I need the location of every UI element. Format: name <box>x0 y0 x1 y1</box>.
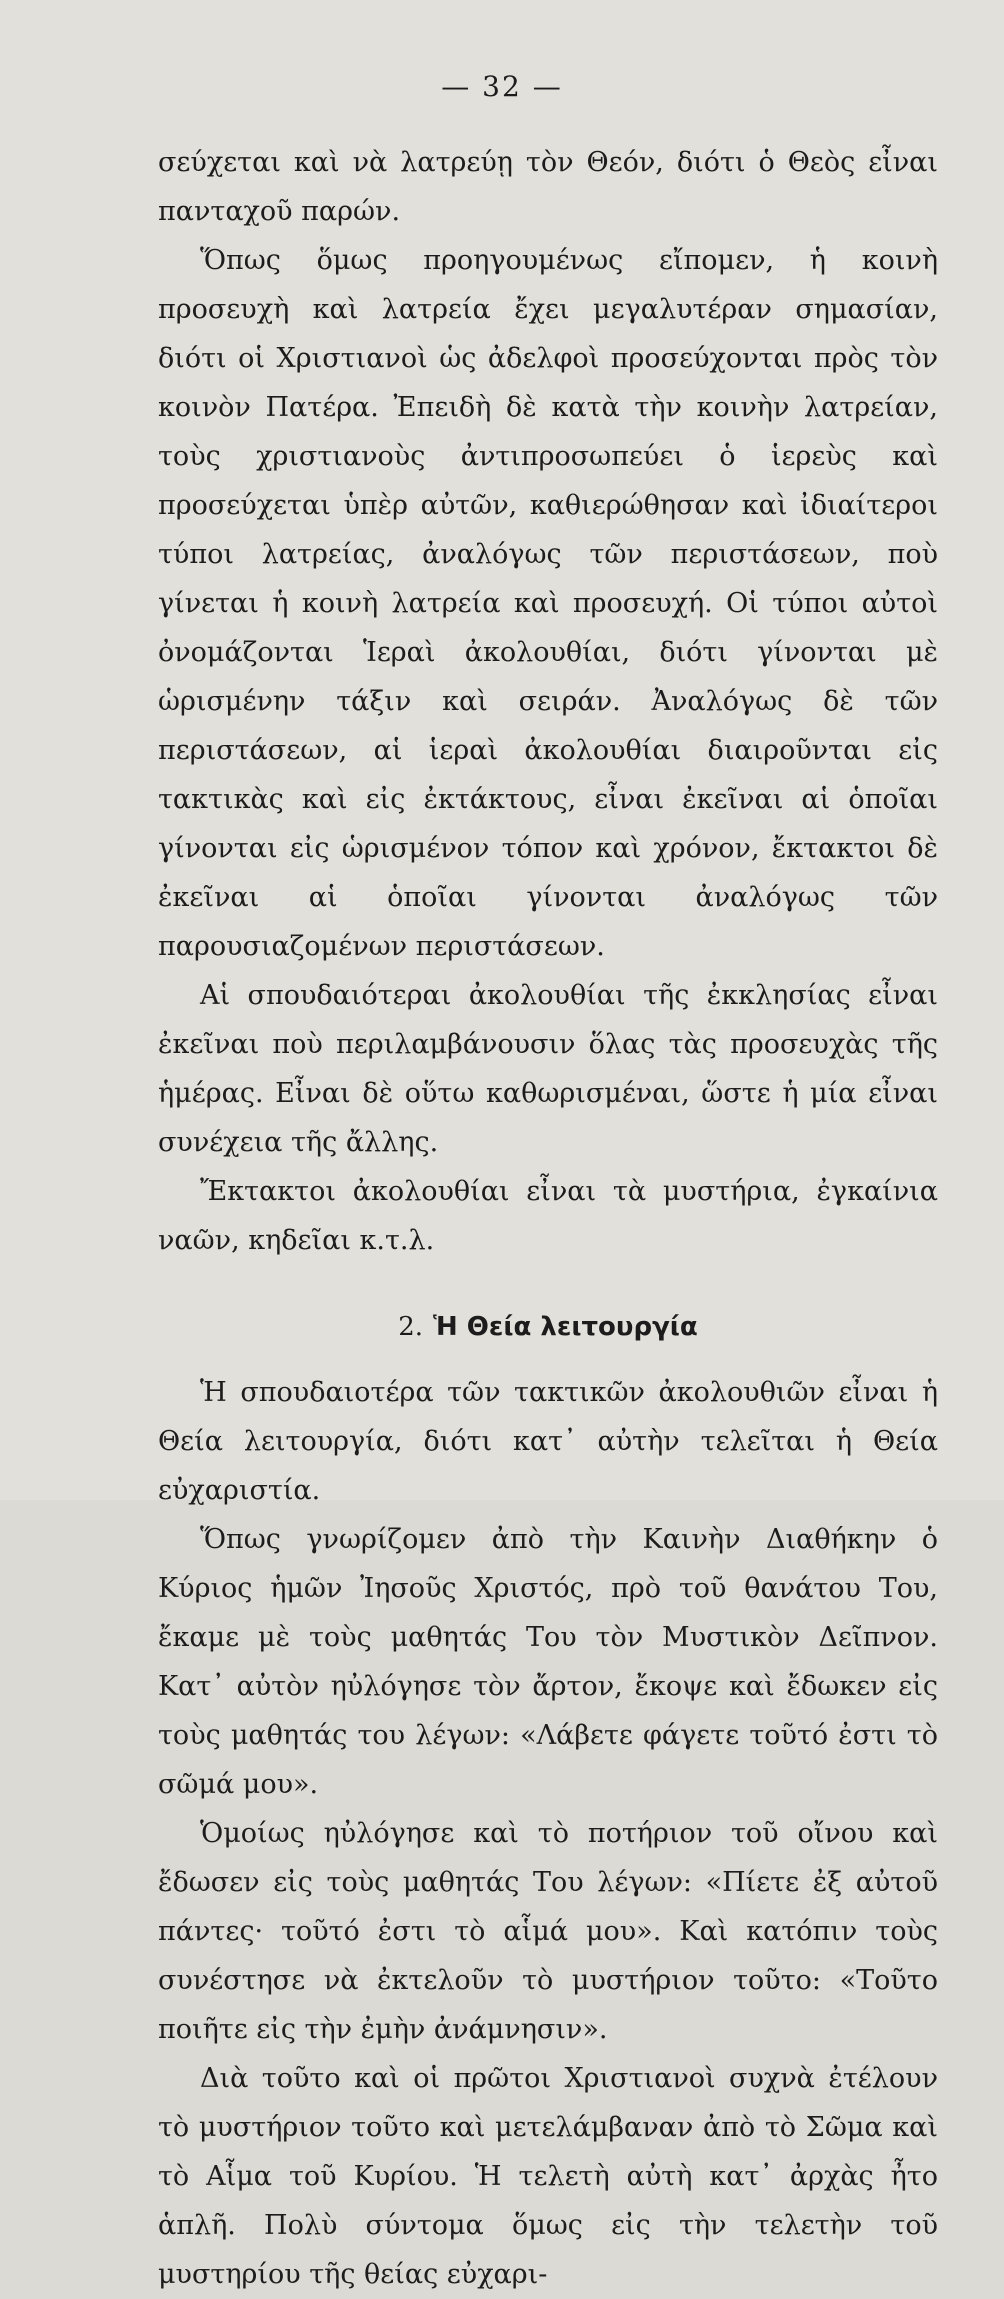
section-heading <box>158 1303 938 1352</box>
section-title: Ἡ Θεία λειτουργία <box>433 1312 698 1342</box>
page-number: — 32 — <box>441 70 563 103</box>
paragraph: Αἱ σπουδαιότεραι ἀκολουθίαι τῆς ἐκκλησίας εἶναι ἐκεῖναι ποὺ περιλαμβάνουσιν ὅλας τὰς προσευχὰς τῆς ἡμέρας. Εἶναι δὲ οὕτω καθωρισμέναι, ὥστε ἡ μία εἶναι συνέχεια τῆς ἄλλης. <box>158 980 938 1158</box>
paragraph: Ἔκτακτοι ἀκολουθίαι εἶναι τὰ μυστήρια, ἐγκαίνια ναῶν, κηδεῖαι κ.τ.λ. <box>158 1176 938 1256</box>
paragraph: σεύχεται καὶ νὰ λατρεύῃ τὸν Θεόν, διότι ὁ Θεὸς εἶναι πανταχοῦ παρών. <box>158 147 938 227</box>
paragraph: Ἡ σπουδαιοτέρα τῶν τακτικῶν ἀκολουθιῶν εἶναι ἡ Θεία λειτουργία, διότι κατ᾿ αὐτὴν τελεῖται ἡ Θεία εὐχαριστία. <box>158 1377 938 1506</box>
paragraph: Διὰ τοῦτο καὶ οἱ πρῶτοι Χριστιανοὶ συχνὰ ἐτέλουν τὸ μυστήριον τοῦτο καὶ μετελάμβαναν ἀπὸ τὸ Σῶμα καὶ τὸ Αἷμα τοῦ Κυρίου. Ἡ τελετὴ αὐτὴ κατ᾿ ἀρχὰς ἦτο ἁπλῆ. Πολὺ σύντομα ὅμως εἰς τὴν τελετὴν τοῦ μυστηρίου τῆς θείας εὐχαρι- <box>158 2063 938 2290</box>
paragraph: Ὅπως γνωρίζομεν ἀπὸ τὴν Καινὴν Διαθήκην ὁ Κύριος ἡμῶν Ἰησοῦς Χριστός, πρὸ τοῦ θανάτου Του, ἔκαμε μὲ τοὺς μαθητάς Του τὸν Μυστικὸν Δεῖπνον. Κατ᾿ αὐτὸν ηὐλόγησε τὸν ἄρτον, ἔκοψε καὶ ἔδωκεν εἰς τοὺς μαθητάς του λέγων: «Λάβετε φάγετε τοῦτό ἐστι τὸ σῶμά μου». <box>158 1524 938 1800</box>
section-number: 2. <box>398 1312 423 1342</box>
page-body <box>158 138 938 2299</box>
paragraph: Ὁμοίως ηὐλόγησε καὶ τὸ ποτήριον τοῦ οἴνου καὶ ἔδωσεν εἰς τοὺς μαθητάς Του λέγων: «Πίετε ἐξ αὐτοῦ πάντες· τοῦτό ἐστι τὸ αἷμά μου». Καὶ κατόπιν τοὺς συνέστησε νὰ ἐκτελοῦν τὸ μυστήριον τοῦτο: «Τοῦτο ποιῆτε εἰς τὴν ἐμὴν ἀνάμνησιν». <box>158 1818 938 2045</box>
paragraph: Ὅπως ὅμως προηγουμένως εἴπομεν, ἡ κοινὴ προσευχὴ καὶ λατρεία ἔχει μεγαλυτέραν σημασίαν, διότι οἱ Χριστιανοὶ ὡς ἀδελφοὶ προσεύχονται πρὸς τὸν κοινὸν Πατέρα. Ἐπειδὴ δὲ κατὰ τὴν κοινὴν λατρείαν, τοὺς χριστιανοὺς ἀντιπροσωπεύει ὁ ἱερεὺς καὶ προσεύχεται ὑπὲρ αὐτῶν, καθιερώθησαν καὶ ἰδιαίτεροι τύποι λατρείας, ἀναλόγως τῶν περιστάσεων, ποὺ γίνεται ἡ κοινὴ λατρεία καὶ προσευχή. Οἱ τύποι αὐτοὶ ὀνομάζονται Ἱεραὶ ἀκολουθίαι, διότι γίνονται μὲ ὡρισμένην τάξιν καὶ σειράν. Ἀναλόγως δὲ τῶν περιστάσεων, αἱ ἱεραὶ ἀκολουθίαι διαιροῦνται εἰς τακτικὰς καὶ εἰς ἐκτάκτους, εἶναι ἐκεῖναι αἱ ὁποῖαι γίνονται εἰς ὡρισμένον τόπον καὶ χρόνον, ἔκτακτοι δὲ ἐκεῖναι αἱ ὁποῖαι γίνονται ἀναλόγως τῶν παρουσιαζομένων περιστάσεων. <box>158 245 938 962</box>
